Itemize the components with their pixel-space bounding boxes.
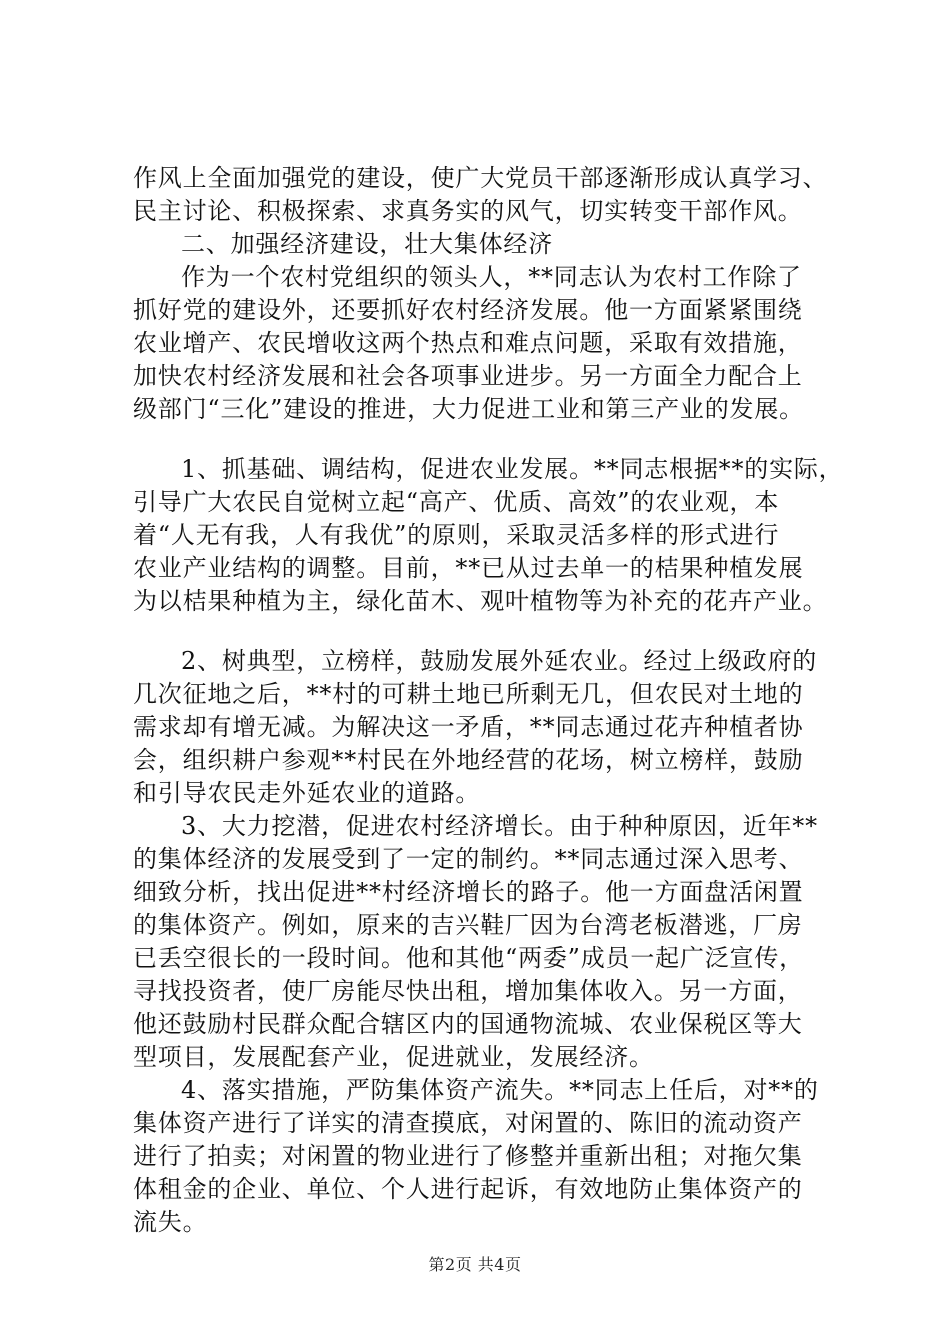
text-line: 加快农村经济发展和社会各项事业进步。另一方面全力配合上 — [133, 362, 803, 390]
text-line: 二、加强经济建设，壮大集体经济 — [181, 230, 553, 258]
text-line: 抓好党的建设外，还要抓好农村经济发展。他一方面紧紧围绕 — [133, 296, 803, 324]
text-line: 体租金的企业、单位、个人进行起诉，有效地防止集体资产的 — [133, 1175, 803, 1203]
text-line: 民主讨论、积极探索、求真务实的风气，切实转变干部作风。 — [133, 197, 803, 225]
text-line: 农业产业结构的调整。目前，**已从过去单一的桔果种植发展 — [133, 554, 804, 582]
text-line: 作风上全面加强党的建设，使广大党员干部逐渐形成认真学习、 — [133, 164, 828, 192]
page-number-footer: 第2页 共4页 — [428, 1255, 522, 1274]
text-line: 需求却有增无减。为解决这一矛盾，**同志通过花卉种植者协 — [133, 713, 804, 741]
text-line: 为以桔果种植为主，绿化苗木、观叶植物等为补充的花卉产业。 — [133, 587, 828, 615]
text-line: 细致分析，找出促进**村经济增长的路子。他一方面盘活闲置 — [133, 878, 804, 906]
text-line: 1、抓基础、调结构，促进农业发展。**同志根据**的实际， — [181, 455, 844, 483]
text-line: 4、落实措施，严防集体资产流失。**同志上任后，对**的 — [181, 1076, 819, 1104]
paragraph-gap — [133, 426, 849, 453]
text-line: 流失。 — [133, 1208, 208, 1236]
text-line: 会，组织耕户参观**村民在外地经营的花场，树立榜样，鼓励 — [133, 746, 804, 774]
paragraph-gap — [133, 618, 849, 645]
text-line: 级部门“三化”建设的推进，大力促进工业和第三产业的发展。 — [133, 395, 804, 423]
text-line: 引导广大农民自觉树立起“高产、优质、高效”的农业观，本 — [133, 488, 780, 516]
text-line: 农业增产、农民增收这两个热点和难点问题，采取有效措施， — [133, 329, 803, 357]
text-line: 2、树典型，立榜样，鼓励发展外延农业。经过上级政府的 — [181, 647, 818, 675]
text-line: 型项目，发展配套产业，促进就业，发展经济。 — [133, 1043, 654, 1071]
text-line: 他还鼓励村民群众配合辖区内的国通物流城、农业保税区等大 — [133, 1010, 803, 1038]
text-line: 寻找投资者，使厂房能尽快出租，增加集体收入。另一方面， — [133, 977, 803, 1005]
text-line: 和引导农民走外延农业的道路。 — [133, 779, 481, 807]
document-body — [133, 162, 849, 1239]
text-line: 集体资产进行了详实的清查摸底，对闲置的、陈旧的流动资产 — [133, 1109, 803, 1137]
text-line: 已丢空很长的一段时间。他和其他“两委”成员一起广泛宣传， — [133, 944, 804, 972]
text-line: 3、大力挖潜，促进农村经济增长。由于种种原因，近年** — [181, 812, 818, 840]
text-line: 着“人无有我，人有我优”的原则，采取灵活多样的形式进行 — [133, 521, 780, 549]
text-line: 进行了拍卖；对闲置的物业进行了修整并重新出租；对拖欠集 — [133, 1142, 803, 1170]
text-line: 作为一个农村党组织的领头人，**同志认为农村工作除了 — [181, 263, 802, 291]
text-line: 的集体经济的发展受到了一定的制约。**同志通过深入思考、 — [133, 845, 804, 873]
text-line: 的集体资产。例如，原来的吉兴鞋厂因为台湾老板潜逃，厂房 — [133, 911, 803, 939]
text-line: 几次征地之后，**村的可耕土地已所剩无几，但农民对土地的 — [133, 680, 804, 708]
